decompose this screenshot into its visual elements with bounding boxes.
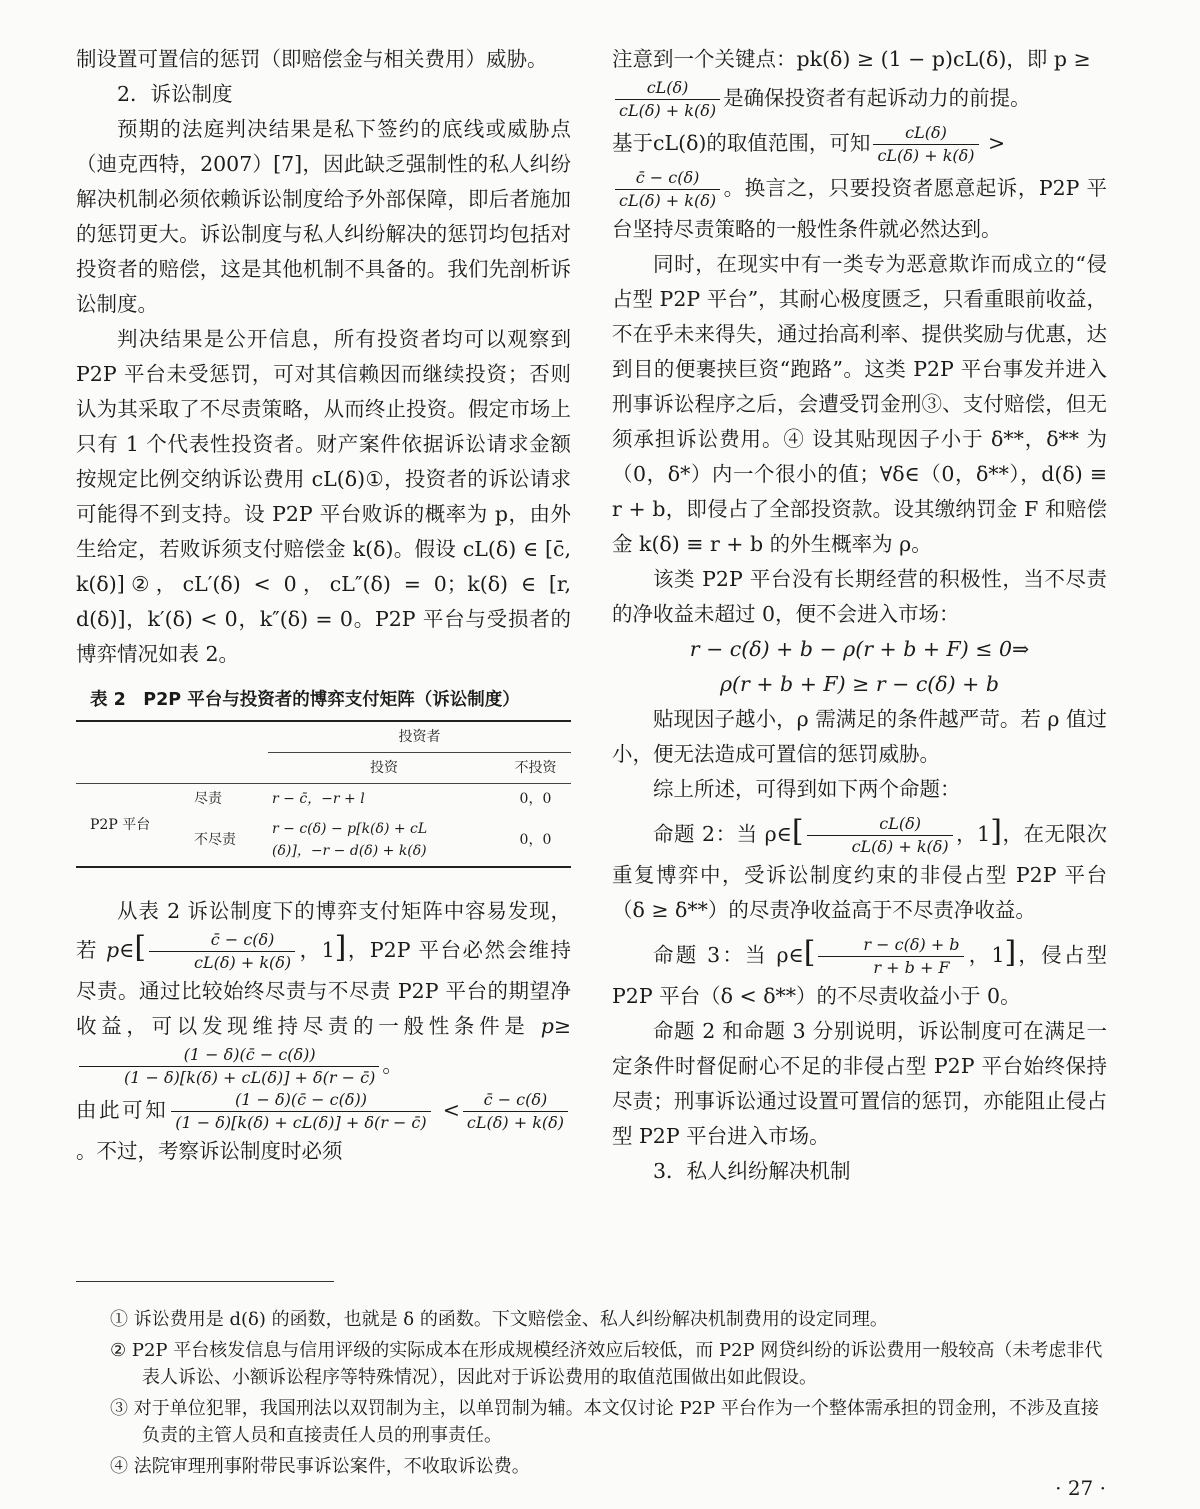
table-cell: 0，0 xyxy=(519,832,552,848)
text: 不过，考察诉讼制度时必须 xyxy=(96,1139,343,1163)
text: 命题 3：当 ρ∈ xyxy=(653,943,804,967)
table-cell-line: r − c(δ) − p[k(δ) + cL xyxy=(272,821,428,837)
left-column xyxy=(76,42,571,1169)
table-empty-cell xyxy=(76,753,190,784)
table-header-investor: 投资者 xyxy=(268,721,571,753)
fraction-denominator: cL(δ) + k(δ) xyxy=(194,953,292,972)
table-cell: r − c̄，−r + l xyxy=(272,791,365,807)
fraction-numerator: (1 − δ)(c̄ − c(δ)) xyxy=(79,1044,379,1067)
text: ，1 xyxy=(955,822,991,846)
footnote: ③ 对于单位犯罪，我国刑法以双罚制为主，以单罚制为辅。本文仅讨论 P2P 平台作为一个整体需承担的罚金刑，不涉及直接负责的主管人员和直接责任人员的刑事责任。 xyxy=(110,1398,1099,1446)
paragraph: 制设置可置信的惩罚（即赔偿金与相关费用）威胁。 xyxy=(76,47,548,71)
fraction xyxy=(171,1089,430,1134)
text: ，1 xyxy=(298,938,335,962)
footnote: ① 诉讼费用是 d(δ) 的函数，也就是 δ 的函数。下文赔偿金、私人纠纷解决机制费用的设定同理。 xyxy=(110,1309,888,1330)
text: 从表 2 诉讼制度下的博弈支付矩阵中容易发现，若 xyxy=(76,899,571,962)
fraction xyxy=(807,813,953,858)
fraction-numerator: cL(δ) xyxy=(873,122,978,145)
fraction xyxy=(149,929,295,974)
fraction-denominator: cL(δ) + k(δ) xyxy=(851,837,949,856)
paragraph: 由此可知 $\frac{(1 - \delta)(c̄ - c(\delta))}{(1 - \delta)[k(\delta) + cL(\delta)] + \delta(r - c̄)}$ < $\frac{c̄ - c(\delta)}{cL(\delta) + k(\delta)}$ 。不过，考察诉讼制度时必须 xyxy=(76,1089,571,1169)
fraction-numerator: c̄ − c(δ) xyxy=(615,167,720,190)
text: 注意到一个关键点：pk(δ) ≥ (1 − p)cL(δ)，即 p ≥ xyxy=(612,47,1091,71)
fraction xyxy=(615,77,720,122)
text: ，侵占型 P2P 平台（δ < δ**）的不尽责收益小于 0。 xyxy=(612,943,1108,1008)
paragraph: 注意到一个关键点：pk(δ) ≥ (1 − p)cL(δ)，即 p ≥ $\frac{cL(\delta)}{cL(\delta) + k(\delta)}$ 是确保投资者有起诉动力的前提。 基于cL(δ)的取值范围，可知 $\frac{cL(\delta)}{cL(\delta) + k(\delta)}$ > $\frac{c̄ - c(\delta)}{cL(\delta) + k(\delta)}$ 。换言之，只要投资者愿意起诉，P2P 平台坚持尽责策略的一般性条件就必然达到。 xyxy=(612,47,1107,241)
fraction-numerator: (1 − δ)(c̄ − c(δ)) xyxy=(171,1089,430,1112)
text: ，P2P 平台必然会维持尽责。通过比较始终尽责与不尽责 P2P 平台的期望净收益，可以发现维持尽责的一般性条件是 xyxy=(76,938,571,1038)
right-column xyxy=(612,42,1107,1189)
equation: r − c(δ) + b − ρ(r + b + F) ≤ 0⇒ xyxy=(689,637,1030,661)
paragraph: 从表 2 诉讼制度下的博弈支付矩阵中容易发现，若 p∈[ $\frac{c̄ - c(\delta)}{cL(\delta) + k(\delta)}$ ，1]，P2P 平台必然会维持尽责。通过比较始终尽责与不尽责 P2P 平台的期望净收益，可以发现维持尽责的一般性条件是 p≥ $\frac{(1 - \delta)(c̄ - c(\delta))}{(1 - \delta)[k(\delta) + cL(\delta)] + \delta(r - c̄)}$ 。 xyxy=(76,899,571,1087)
payoff-table xyxy=(76,720,571,868)
fraction xyxy=(615,167,720,212)
paragraph: 同时，在现实中有一类专为恶意欺诈而成立的“侵占型 P2P 平台”，其耐心极度匮乏，只看重眼前收益，不在乎未来得失，通过抬高利率、提供奖励与优惠，达到目的便裹挟巨资“跑路”。这类 P2P 平台事发并进入刑事诉讼程序之后，会遭受罚金刑③、支付赔偿，但无须承担诉讼费用。④ 设其贴现因子小于 δ**，δ** 为（0，δ*）内一个很小的值；∀δ∈（0，δ**），d(δ) ≡ r + b，即侵占了全部投资款。设其缴纳罚金 F 和赔偿金 k(δ) ≡ r + b 的外生概率为 ρ。 xyxy=(612,252,1107,556)
section-heading: 3．私人纠纷解决机制 xyxy=(653,1159,851,1183)
paragraph: 该类 P2P 平台没有长期经营的积极性，当不尽责的净收益未超过 0，便不会进入市场： xyxy=(612,567,1107,626)
fraction-denominator: cL(δ) + k(δ) xyxy=(619,101,717,120)
section-heading: 2．诉讼制度 xyxy=(117,82,233,106)
fraction-denominator: r + b + F xyxy=(873,958,950,977)
table-row-label-platform: P2P 平台 xyxy=(90,817,151,833)
page-number: · 27 · xyxy=(1055,1476,1106,1500)
fraction xyxy=(79,1044,379,1089)
paragraph: 综上所述，可得到如下两个命题： xyxy=(653,777,961,801)
text: 。换言之，只要投资者愿意起诉，P2P 平台坚持尽责策略的一般性条件就必然达到。 xyxy=(612,176,1107,241)
footnote: ② P2P 平台核发信息与信用评级的实际成本在形成规模经济效应后较低，而 P2P 网贷纠纷的诉讼费用一般较高（未考虑非代表人诉讼、小额诉讼程序等特殊情况），因此对于诉讼费用的取值范围做出如此假设。 xyxy=(110,1340,1103,1388)
table-header-invest: 投资 xyxy=(369,760,398,776)
table-row-label-not-diligent: 不尽责 xyxy=(194,832,236,848)
table-empty-cell xyxy=(190,721,268,753)
fraction-numerator: cL(δ) xyxy=(615,77,720,100)
fraction-denominator: (1 − δ)[k(δ) + cL(δ)] + δ(r − c̄) xyxy=(175,1113,427,1132)
text: 命题 2：当 ρ∈ xyxy=(653,822,792,846)
fraction-numerator: c̄ − c(δ) xyxy=(149,929,295,952)
table-row-label-diligent: 尽责 xyxy=(194,791,222,807)
table-cell: 0，0 xyxy=(519,791,552,807)
fraction xyxy=(463,1089,568,1134)
fraction-denominator: cL(δ) + k(δ) xyxy=(619,191,717,210)
fraction xyxy=(873,122,978,167)
text: ，1 xyxy=(966,943,1005,967)
text: ，在无限次重复博弈中，受诉讼制度约束的非侵占型 P2P 平台（δ ≥ δ**）的尽责净收益高于不尽责净收益。 xyxy=(612,822,1107,922)
fraction-denominator: cL(δ) + k(δ) xyxy=(466,1113,564,1132)
fraction-numerator: cL(δ) xyxy=(807,813,953,836)
fraction-numerator: r − c(δ) + b xyxy=(818,934,963,957)
text: 基于cL(δ)的取值范围，可知 xyxy=(612,131,871,155)
fraction-denominator: (1 − δ)[k(δ) + cL(δ)] + δ(r − c̄) xyxy=(124,1068,376,1087)
paragraph: 命题 2 和命题 3 分别说明，诉讼制度可在满足一定条件时督促耐心不足的非侵占型 P2P 平台始终保持尽责；刑事诉讼通过设置可置信的惩罚，亦能阻止侵占型 P2P 平台进入市场。 xyxy=(612,1019,1107,1148)
equation: ρ(r + b + F) ≥ r − c(δ) + b xyxy=(720,672,999,696)
table-header-no-invest: 不投资 xyxy=(514,760,557,776)
table-empty-cell xyxy=(76,721,190,753)
fraction-numerator: c̄ − c(δ) xyxy=(463,1089,568,1112)
proposition-2: 命题 2：当 ρ∈[ $\frac{cL(\delta)}{cL(\delta) + k(\delta)}$ ，1]，在无限次重复博弈中，受诉讼制度约束的非侵占型 P2P 平台（δ ≥ δ**）的尽责净收益高于不尽责净收益。 xyxy=(612,814,1107,922)
paragraph: 贴现因子越小，ρ 需满足的条件越严苛。若 ρ 值过小，便无法造成可置信的惩罚威胁。 xyxy=(612,707,1107,766)
text: 是确保投资者有起诉动力的前提。 xyxy=(723,86,1031,110)
footnote: ④ 法院审理刑事附带民事诉讼案件，不收取诉讼费。 xyxy=(110,1456,530,1477)
fraction xyxy=(818,934,963,979)
proposition-3: 命题 3：当 ρ∈[ $\frac{r - c(\delta) + b}{r + b + F}$ ，1]，侵占型 P2P 平台（δ < δ**）的不尽责收益小于 0。 xyxy=(612,935,1108,1008)
footnotes xyxy=(110,1306,1110,1484)
fraction-denominator: cL(δ) + k(δ) xyxy=(877,146,975,165)
footnote-divider xyxy=(76,1281,334,1282)
paragraph: 判决结果是公开信息，所有投资者均可以观察到 P2P 平台未受惩罚，可对其信赖因而继续投资；否则认为其采取了不尽责策略，从而终止投资。假定市场上只有 1 个代表性投资者。财产案件依据诉讼请求金额按规定比例交纳诉讼费用 cL(δ)①，投资者的诉讼请求可能得不到支持。设 P2P 平台败诉的概率为 p，由外生给定，若败诉须支付赔偿金 k(δ)。假设 cL(δ) ∈ [c̄, k(δ)]②，cL′(δ) < 0，cL″(δ) = 0；k(δ) ∈ [r, d(δ)]，k′(δ) < 0，k″(δ) = 0。P2P 平台与受损者的博弈情况如表 2。 xyxy=(76,327,571,666)
table-caption: 表 2 P2P 平台与投资者的博弈支付矩阵（诉讼制度） xyxy=(90,690,520,710)
paragraph: 预期的法庭判决结果是私下签约的底线或威胁点（迪克西特，2007）[7]，因此缺乏强制性的私人纠纷解决机制必须依赖诉讼制度给予外部保障，即后者施加的惩罚更大。诉讼制度与私人纠纷解决的惩罚均包括对投资者的赔偿，这是其他机制不具备的。我们先剖析诉讼制度。 xyxy=(76,117,571,316)
table-cell-line: (δ)]，−r − d(δ) + k(δ) xyxy=(272,843,427,859)
text: 由此可知 xyxy=(76,1098,169,1122)
table-empty-cell xyxy=(190,753,268,784)
